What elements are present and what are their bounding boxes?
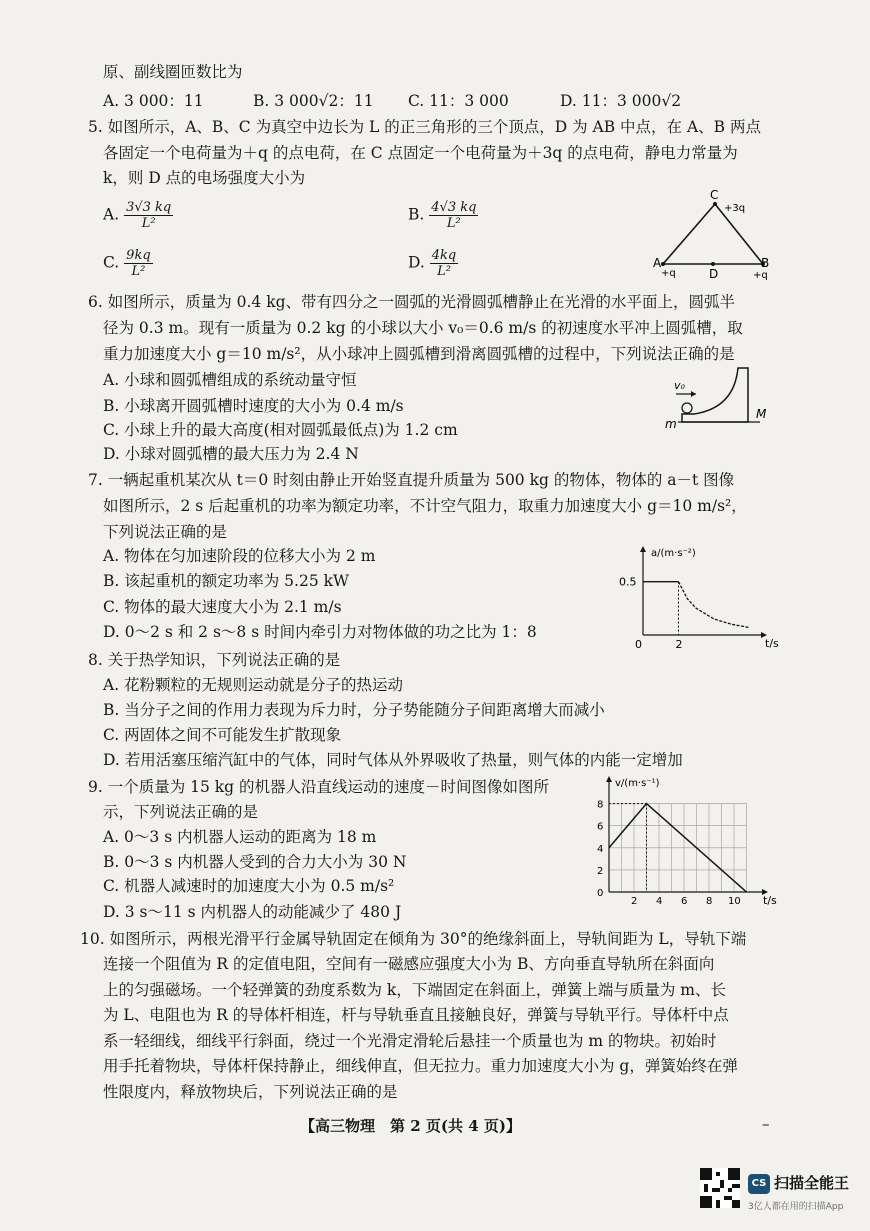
q7-option-d: D. 0～2 s 和 2 s～8 s 时间内牵引力对物体做的功之比为 1：8 (103, 623, 537, 641)
q10-line2: 连接一个阻值为 R 的定值电阻，空间有一磁感应强度大小为 B、方向垂直导轨所在斜面向 (103, 955, 715, 973)
q5-option-b-fraction: $\frac{4√3 kq}{\text{L²}}$ (431, 200, 477, 231)
y-tick-label: 4 (597, 843, 604, 855)
q5-option-a-label: A. (103, 205, 120, 224)
page-footer: 【高三物理 第 2 页(共 4 页)】 (300, 1117, 521, 1135)
q5-option-b-label: B. (408, 205, 425, 224)
label-v0: v₀ (674, 379, 685, 392)
label-M: M (756, 407, 767, 421)
q9-line2: 示，下列说法正确的是 (103, 803, 259, 821)
y-axis-arrow (606, 776, 612, 782)
q6-option-a: A. 小球和圆弧槽组成的系统动量守恒 (103, 371, 357, 389)
q8-option-a: A. 花粉颗粒的无规则运动就是分子的热运动 (103, 676, 404, 694)
q7-acceleration-time-chart (615, 540, 779, 655)
x-tick-label: 2 (631, 896, 638, 907)
q5-line3: k，则 D 点的电场强度大小为 (103, 169, 306, 187)
label-c-charge: +3q (724, 203, 746, 214)
q5-option-d-label: D. (408, 253, 425, 272)
q9-line1: 9. 一个质量为 15 kg 的机器人沿直线运动的速度－时间图像如图所 (88, 778, 550, 796)
y-axis-arrow (640, 546, 646, 552)
q5-line1: 5. 如图所示，A、B、C 为真空中边长为 L 的正三角形的三个顶点，D 为 AB 中点，在 A、B 两点 (88, 118, 761, 136)
label-b: B (761, 256, 770, 270)
q10-line5: 系一轻细线，细线平行斜面，绕过一个光滑定滑轮后悬挂一个质量也为 m 的物块。初始时 (103, 1032, 717, 1050)
q4-option-b: B. 3 000√2：11 (253, 92, 374, 110)
q9-option-b: B. 0～3 s 内机器人受到的合力大小为 30 N (103, 853, 407, 871)
q8-line1: 8. 关于热学知识，下列说法正确的是 (88, 651, 341, 669)
qr-code-icon (700, 1168, 740, 1208)
q8-option-d: D. 若用活塞压缩汽缸中的气体，同时气体从外界吸收了热量，则气体的内能一定增加 (103, 751, 683, 769)
y-tick-label: 0.5 (619, 575, 637, 589)
q5-option-a (103, 200, 173, 231)
q7-line1: 7. 一辆起重机某次从 t＝0 时刻由静止开始竖直提升质量为 500 kg 的物体，物体的 a－t 图像 (88, 471, 735, 489)
q8-option-c: C. 两固体之间不可能发生扩散现象 (103, 726, 342, 744)
q6-option-b: B. 小球离开圆弧槽时速度的大小为 0.4 m/s (103, 397, 404, 415)
footer-dash: – (762, 1115, 770, 1133)
q6-line2: 径为 0.3 m。现有一质量为 0.2 kg 的小球以大小 v₀＝0.6 m/s 的初速度水平冲上圆弧槽，取 (103, 319, 743, 337)
camscanner-logo-icon: CS (748, 1174, 770, 1194)
x-tick-label: 6 (681, 896, 688, 907)
q7-option-c: C. 物体的最大速度大小为 2.1 m/s (103, 598, 342, 616)
q6-line1: 6. 如图所示，质量为 0.4 kg、带有四分之一圆弧的光滑圆弧槽静止在光滑的水平面上，圆弧半 (88, 293, 736, 311)
camscanner-subtitle: 3亿人都在用的扫描App (748, 1202, 844, 1212)
label-b-charge: +q (753, 270, 768, 281)
q6-option-c: C. 小球上升的最大高度(相对圆弧最低点)为 1.2 cm (103, 421, 458, 439)
q9-velocity-time-chart (585, 770, 775, 910)
y-tick-label: 2 (597, 865, 604, 877)
q9-option-a: A. 0～3 s 内机器人运动的距离为 18 m (103, 828, 377, 846)
q5-line2: 各固定一个电荷量为＋q 的点电荷，在 C 点固定一个电荷量为＋3q 的点电荷，静电力常量为 (103, 144, 738, 162)
q6-line3: 重力加速度大小 g＝10 m/s²，从小球冲上圆弧槽到滑离圆弧槽的过程中，下列说法正确的是 (103, 345, 735, 363)
q5-triangle-figure (650, 190, 780, 282)
q10-line7: 性限度内，释放物块后，下列说法正确的是 (103, 1083, 398, 1101)
y-axis-label: v/(m·s⁻¹) (615, 778, 660, 789)
point-c (713, 202, 717, 206)
q7-line3: 下列说法正确的是 (103, 523, 228, 541)
x-axis-label: t/s (763, 894, 777, 907)
q7-option-a: A. 物体在匀加速阶段的位移大小为 2 m (103, 547, 376, 565)
y-tick-label: 8 (597, 799, 604, 811)
q8-option-b: B. 当分子之间的作用力表现为斥力时，分子势能随分子间距离增大而减小 (103, 701, 605, 719)
label-m: m (665, 417, 677, 431)
label-d: D (709, 267, 719, 281)
q7-option-b: B. 该起重机的额定功率为 5.25 kW (103, 572, 349, 590)
series-curve-decay (678, 582, 749, 628)
x-axis-label: t/s (765, 637, 779, 650)
q4-option-c: C. 11：3 000 (408, 92, 509, 110)
q6-arc-groove-figure (660, 360, 780, 450)
point-a (661, 262, 665, 266)
x-tick-label: 2 (675, 638, 683, 651)
small-ball (682, 403, 692, 413)
q6-option-d: D. 小球对圆弧槽的最大压力为 2.4 N (103, 445, 359, 463)
q5-option-b (408, 200, 478, 231)
q4-option-d: D. 11：3 000√2 (560, 92, 682, 110)
y-tick-label: 6 (597, 821, 604, 833)
q4-stem-tail: 原、副线圈匝数比为 (103, 63, 243, 81)
x-tick-label: 8 (706, 896, 713, 907)
q5-option-c-label: C. (103, 253, 120, 272)
label-a: A (653, 256, 662, 270)
camscanner-title: 扫描全能王 (774, 1174, 850, 1192)
y-axis-label: a/(m·s⁻²) (651, 548, 696, 559)
q7-line2: 如图所示，2 s 后起重机的功率为额定功率，不计空气阻力，取重力加速度大小 g＝10 m/s²， (103, 497, 747, 515)
q5-option-c-fraction: $\frac{9kq}{\text{L²}}$ (126, 248, 151, 279)
q4-option-a: A. 3 000：11 (103, 92, 204, 110)
y-tick-label: 0 (597, 888, 604, 899)
q5-option-c (103, 248, 153, 279)
q10-line6: 用手托着物块，导体杆保持静止，细线伸直，但无拉力。重力加速度大小为 g，弹簧始终在弹 (103, 1057, 738, 1075)
label-a-charge: +q (661, 268, 676, 279)
x-tick-label: 4 (656, 896, 663, 907)
x-tick-label: 10 (728, 896, 741, 907)
x-tick-label: 0 (635, 638, 642, 651)
label-c: C (710, 188, 719, 202)
point-d (711, 262, 715, 266)
triangle-shape (663, 204, 763, 264)
q10-line4: 为 L、电阻也为 R 的导体杆相连，杆与导轨垂直且接触良好，弹簧与导轨平行。导体杆中点 (103, 1006, 729, 1024)
q5-option-d (408, 248, 458, 279)
q10-line1: 10. 如图所示，两根光滑平行金属导轨固定在倾角为 30°的绝缘斜面上，导轨间距为 L，导轨下端 (80, 930, 747, 948)
q9-option-d: D. 3 s～11 s 内机器人的动能减少了 480 J (103, 903, 402, 921)
q5-option-d-fraction: $\frac{4kq}{\text{L²}}$ (431, 248, 457, 279)
velocity-arrowhead (691, 391, 696, 397)
q5-option-a-fraction: $\frac{3√3 kq}{\text{L²}}$ (126, 200, 172, 231)
q9-option-c: C. 机器人减速时的加速度大小为 0.5 m/s² (103, 877, 395, 895)
q10-line3: 上的匀强磁场。一个轻弹簧的劲度系数为 k，下端固定在斜面上，弹簧上端与质量为 m、长 (103, 981, 726, 999)
